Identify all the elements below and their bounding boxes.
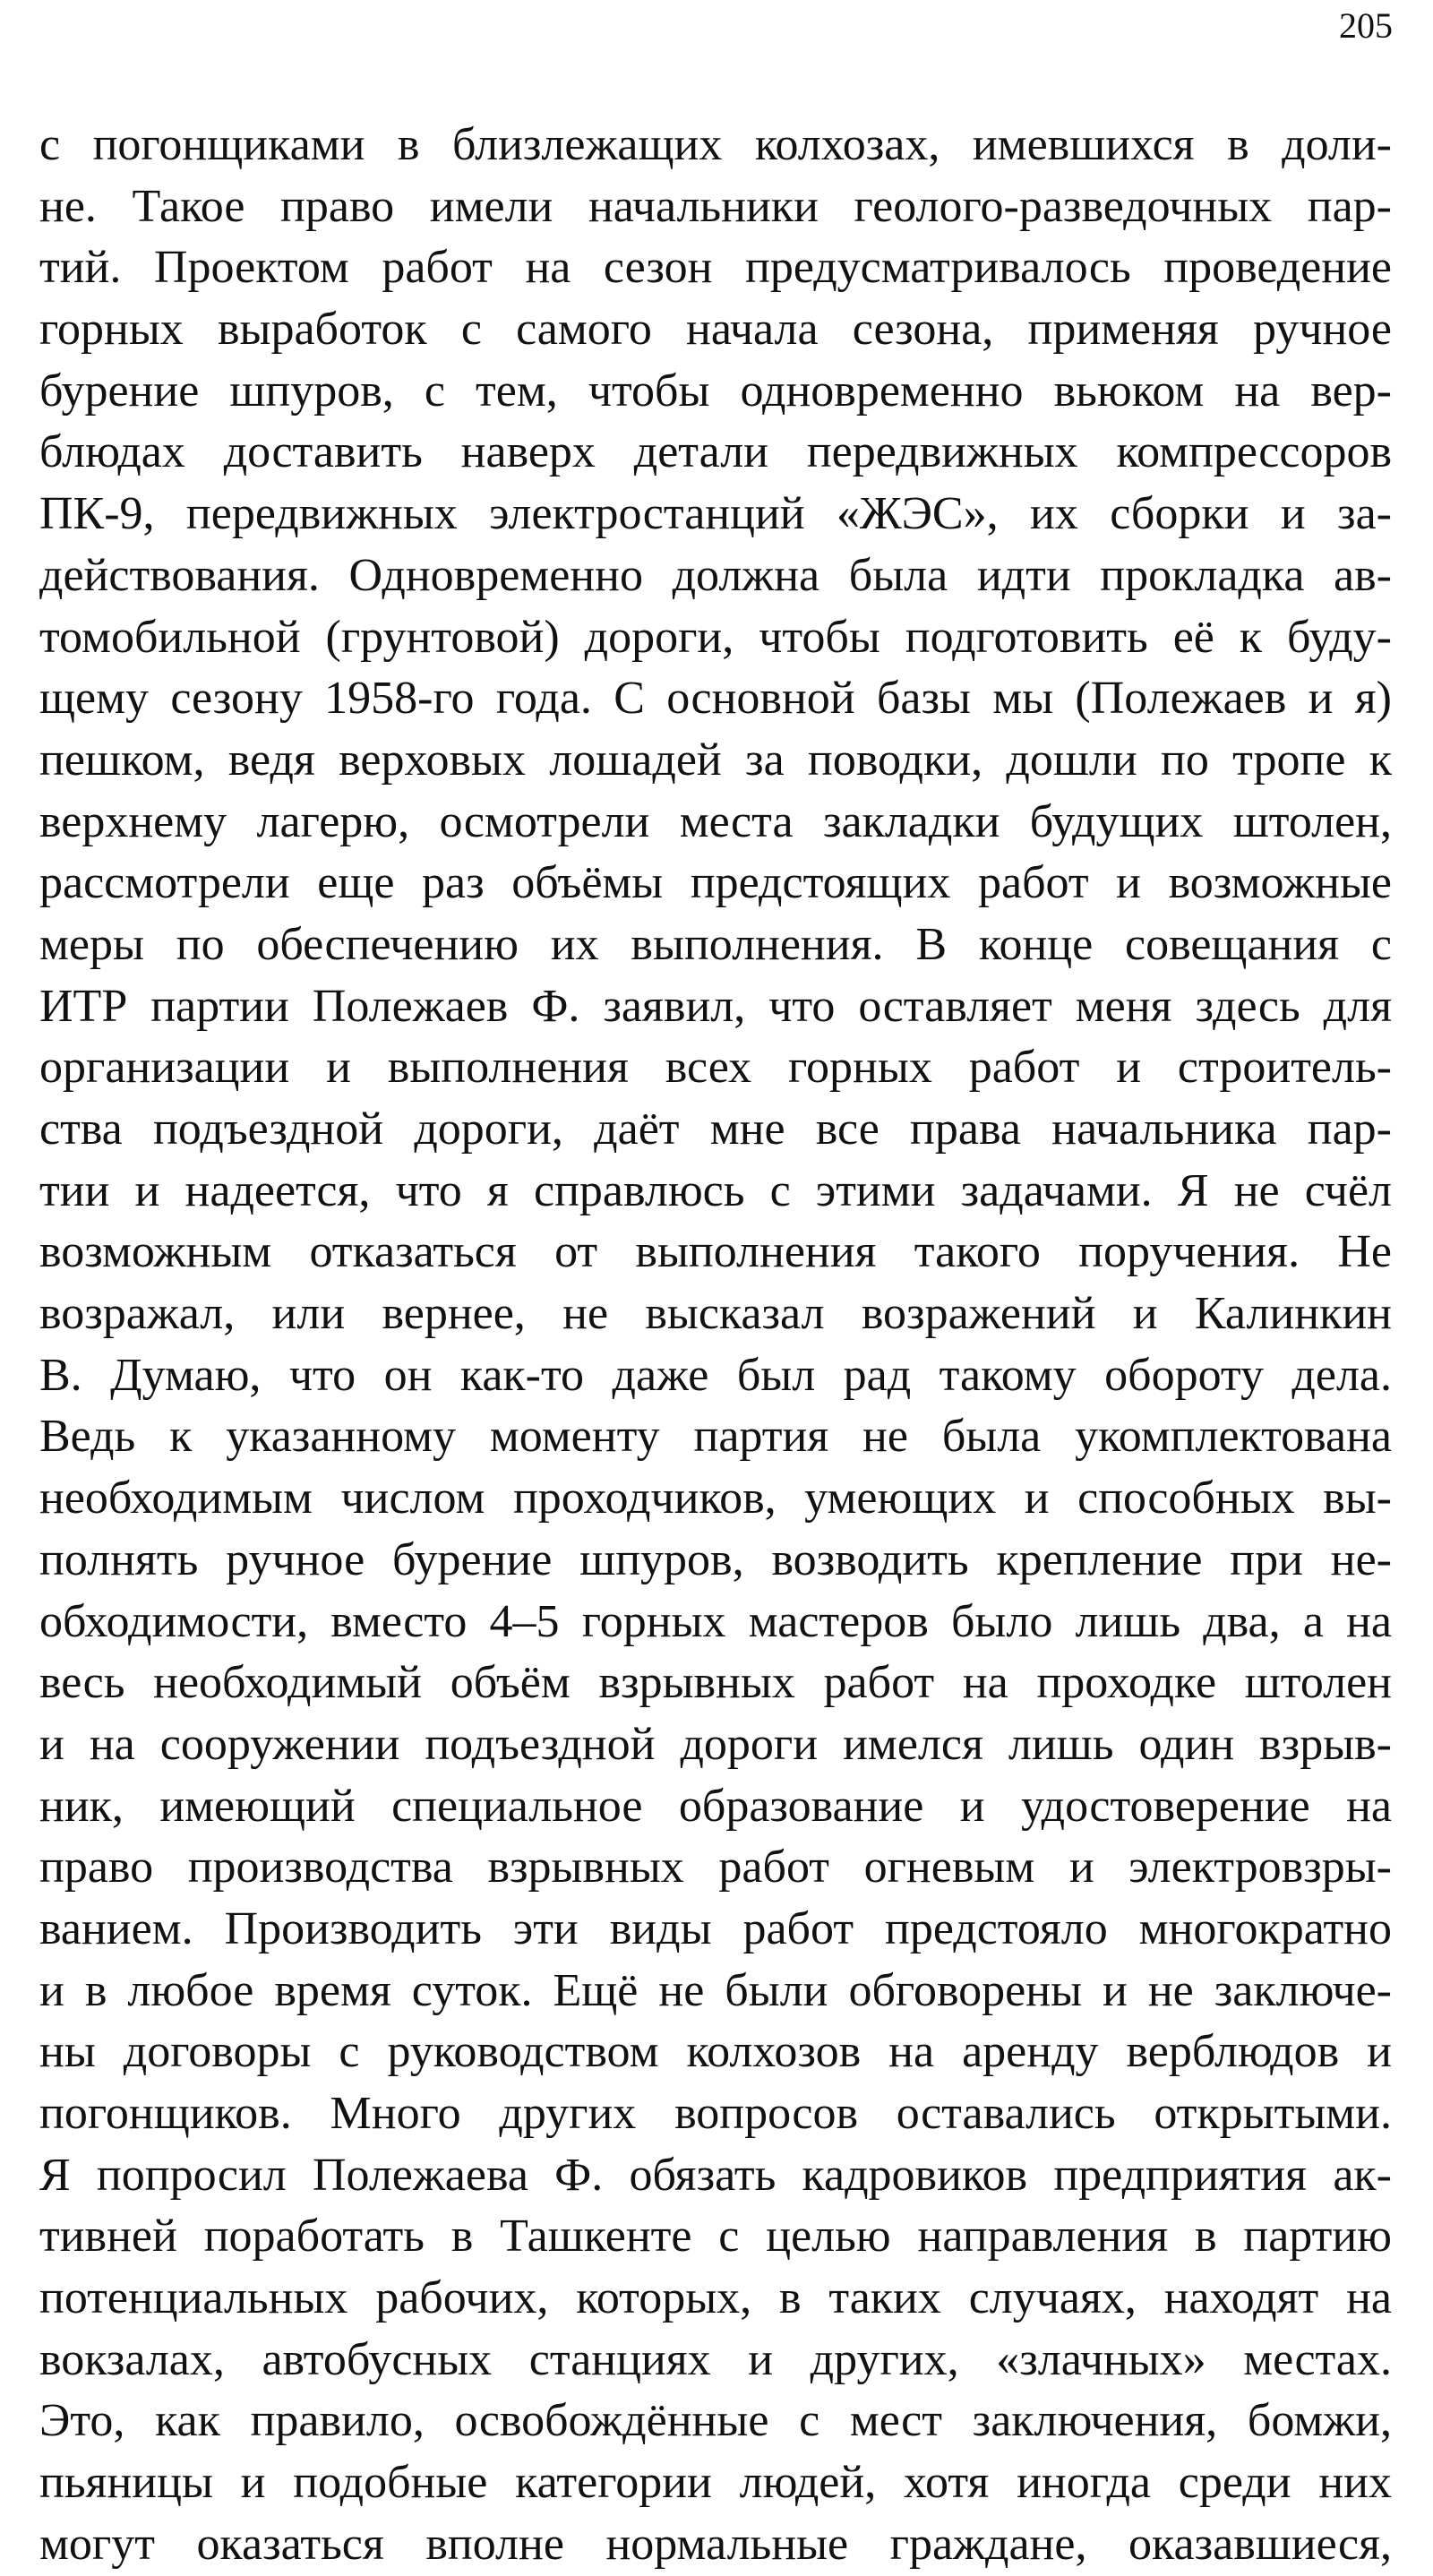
text-line: ны договоры с руководством колхозов на аренду верблюдов и [39,2026,1392,2078]
text-line: тивней поработать в Ташкенте с целью направления в партию [39,2211,1392,2263]
text-line: возможным отказаться от выполнения такого поручения. Не [39,1226,1392,1278]
text-line: ванием. Производить эти виды работ предстояло многократно [39,1902,1392,1954]
text-line: ПК-9, передвижных электростанций «ЖЭС», их сборки и за- [39,488,1392,540]
text-line: меры по обеспечению их выполнения. В конце совещания с [39,918,1392,970]
text-line: ник, имеющий специальное образование и удостоверение на [39,1780,1392,1832]
text-line: потенциальных рабочих, которых, в таких случаях, находят на [39,2272,1392,2324]
text-line: необходимым числом проходчиков, умеющих и способных вы- [39,1473,1392,1524]
text-line: весь необходимый объём взрывных работ на проходке штолен [39,1657,1392,1709]
text-line: погонщиков. Много других вопросов оставались открытыми. [39,2088,1392,2139]
text-line: действования. Одновременно должна была идти прокладка ав- [39,549,1392,601]
text-line: не. Такое право имели начальники геолого-разведочных пар- [39,180,1392,232]
text-line: могут оказаться вполне нормальные граждане, оказавшиеся, [39,2518,1392,2570]
text-line: Я попросил Полежаева Ф. обязать кадровиков предприятия ак- [39,2149,1392,2201]
text-line: пешком, ведя верховых лошадей за поводки, дошли по тропе к [39,734,1392,786]
page-number: 205 [1339,5,1393,46]
text-line: рассмотрели еще раз объёмы предстоящих работ и возможные [39,857,1392,909]
text-line: пьяницы и подобные категории людей, хотя иногда среди них [39,2457,1392,2509]
text-line: бурение шпуров, с тем, чтобы одновременно вьюком на вер- [39,365,1392,416]
text-line: В. Думаю, что он как-то даже был рад такому обороту дела. [39,1349,1392,1401]
text-line: и в любое время суток. Ещё не были обговорены и не заключе- [39,1964,1392,2016]
text-line: и на сооружении подъездной дороги имелся лишь один взрыв- [39,1718,1392,1770]
text-line: блюдах доставить наверх детали передвижных компрессоров [39,426,1392,478]
text-line: тии и надеется, что я справлюсь с этими задачами. Я не счёл [39,1164,1392,1216]
body-text [39,115,1392,2576]
text-line: с погонщиками в близлежащих колхозах, имевшихся в доли- [39,119,1392,170]
text-line: возражал, или вернее, не высказал возражений и Калинкин [39,1288,1392,1340]
text-line: право производства взрывных работ огневым и электровзры- [39,1842,1392,1893]
text-line: организации и выполнения всех горных работ и строитель- [39,1042,1392,1094]
text-line: вокзалах, автобусных станциях и других, «злачных» местах. [39,2333,1392,2385]
text-line: Ведь к указанному моменту партия не была укомплектована [39,1411,1392,1463]
text-line: верхнему лагерю, осмотрели места закладки будущих штолен, [39,795,1392,847]
text-line: обходимости, вместо 4–5 горных мастеров было лишь два, а на [39,1595,1392,1647]
text-line: полнять ручное бурение шпуров, возводить крепление при не- [39,1533,1392,1585]
text-line: томобильной (грунтовой) дороги, чтобы подготовить её к буду- [39,611,1392,663]
text-line: горных выработок с самого начала сезона, применяя ручное [39,304,1392,356]
text-line: щему сезону 1958-го года. С основной базы мы (Полежаев и я) [39,673,1392,725]
text-line: тий. Проектом работ на сезон предусматривалось проведение [39,242,1392,294]
text-line: ства подъездной дороги, даёт мне все права начальника пар- [39,1103,1392,1155]
text-line: Это, как правило, освобождённые с мест заключения, бомжи, [39,2395,1392,2447]
text-line: ИТР партии Полежаев Ф. заявил, что оставляет меня здесь для [39,980,1392,1032]
